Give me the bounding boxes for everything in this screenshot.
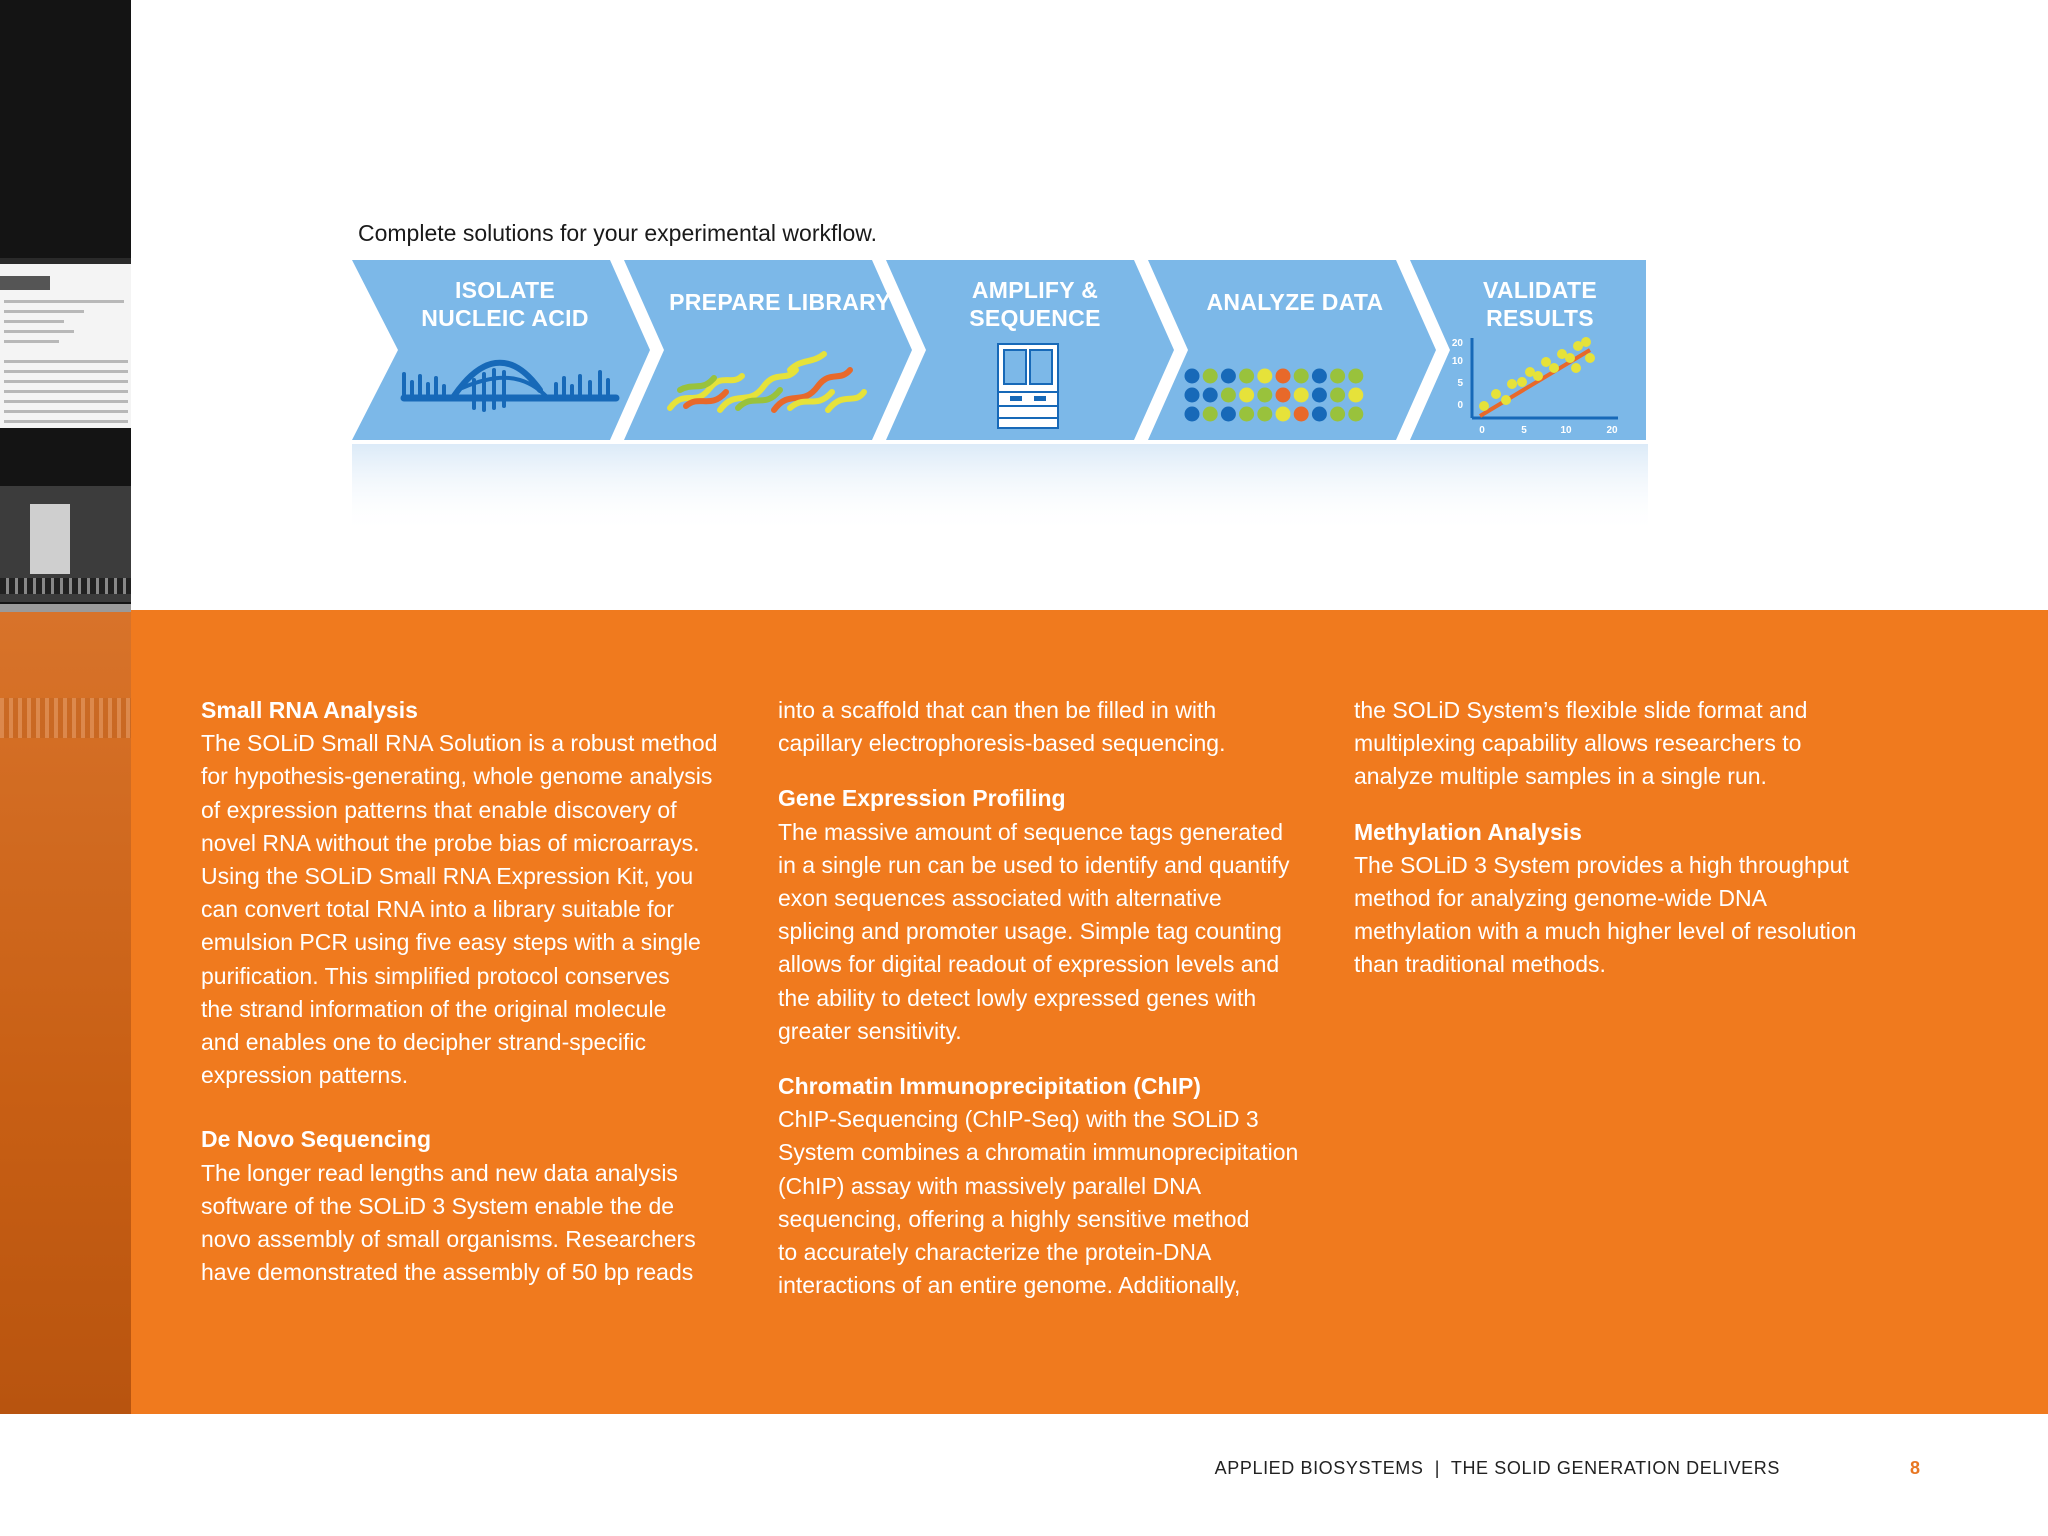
section-gene-expression xyxy=(778,782,1338,1048)
text-line: novel RNA without the probe bias of microarrays. xyxy=(201,829,700,856)
mini-y-tick: 10 xyxy=(1451,356,1463,367)
array-dot xyxy=(1348,369,1363,384)
scatter-dot xyxy=(1479,401,1489,411)
array-dot xyxy=(1221,369,1236,384)
text-line: exon sequences associated with alternative xyxy=(778,885,1222,912)
array-dot xyxy=(1330,407,1345,422)
mini-y-tick: 0 xyxy=(1457,400,1463,411)
array-dot xyxy=(1276,407,1291,422)
workflow-caption: Complete solutions for your experimental workflow. xyxy=(358,220,878,246)
array-dot xyxy=(1203,369,1218,384)
text-line: Using the SOLiD Small RNA Expression Kit, you xyxy=(201,863,694,890)
mini-y-tick: 20 xyxy=(1451,338,1463,349)
workflow-diagram xyxy=(350,258,1650,548)
heading-chip: Chromatin Immunoprecipitation (ChIP) xyxy=(778,1073,1201,1100)
section-continuation-middle xyxy=(778,694,1338,760)
array-dot xyxy=(1257,369,1272,384)
body-gene-expression xyxy=(778,816,1338,1048)
workflow-reflection xyxy=(352,444,1648,534)
mini-x-tick: 10 xyxy=(1560,425,1572,436)
array-dot xyxy=(1239,369,1254,384)
text-line: of expression patterns that enable discovery of xyxy=(201,796,677,823)
footer-brand-text: APPLIED BIOSYSTEMS | THE SOLID GENERATION DELIVERS xyxy=(1214,1458,1780,1478)
text-line: interactions of an entire genome. Additionally, xyxy=(778,1272,1241,1299)
text-line: can convert total RNA into a library suitable for xyxy=(201,896,675,923)
text-line: System combines a chromatin immunoprecipitation xyxy=(778,1139,1299,1166)
text-line: splicing and promoter usage. Simple tag counting xyxy=(778,918,1282,945)
array-dot xyxy=(1257,407,1272,422)
text-line: sequencing, offering a highly sensitive method xyxy=(778,1205,1250,1232)
text-line: purification. This simplified protocol conserves xyxy=(201,962,670,989)
array-dot xyxy=(1294,388,1309,403)
body-small-rna xyxy=(201,727,761,1092)
heading-small-rna: Small RNA Analysis xyxy=(201,697,418,723)
array-dot xyxy=(1294,369,1309,384)
step-title-isolate: ISOLATE NUCLEIC ACID xyxy=(421,277,589,331)
column-middle xyxy=(778,694,1338,1302)
array-dot xyxy=(1203,407,1218,422)
text-line: expression patterns. xyxy=(201,1062,409,1089)
array-dot xyxy=(1330,369,1345,384)
text-line: in a single run can be used to identify and quantify xyxy=(778,851,1290,878)
array-dot xyxy=(1257,388,1272,403)
column-right xyxy=(1354,694,1914,982)
array-dot xyxy=(1239,388,1254,403)
text-line: allows for digital readout of expression levels and xyxy=(778,951,1280,978)
text-line: method for analyzing genome-wide DNA xyxy=(1354,885,1767,912)
text-line: novo assembly of small organisms. Researchers xyxy=(201,1226,696,1253)
text-line: capillary electrophoresis-based sequencing. xyxy=(778,730,1226,757)
text-line: (ChIP) assay with massively parallel DNA xyxy=(778,1172,1202,1199)
body-continuation-middle xyxy=(778,694,1338,760)
array-dot xyxy=(1276,369,1291,384)
scatter-dot xyxy=(1565,353,1575,363)
text-line: have demonstrated the assembly of 50 bp reads xyxy=(201,1259,694,1286)
scatter-dot xyxy=(1517,377,1527,387)
array-dot xyxy=(1312,369,1327,384)
text-line: and enables one to decipher strand-specific xyxy=(201,1029,646,1056)
array-dot xyxy=(1330,388,1345,403)
heading-de-novo: De Novo Sequencing xyxy=(201,1126,432,1153)
array-dot xyxy=(1185,407,1200,422)
text-line: The SOLiD 3 System provides a high throughput xyxy=(1354,851,1849,878)
mini-y-tick: 5 xyxy=(1457,378,1463,389)
section-continuation-right xyxy=(1354,694,1914,794)
scatter-dot xyxy=(1507,379,1517,389)
page-footer xyxy=(0,1458,2048,1488)
array-dot xyxy=(1185,388,1200,403)
content-panel xyxy=(131,610,2048,1414)
array-dot xyxy=(1348,388,1363,403)
array-dot xyxy=(1294,407,1309,422)
scatter-dot xyxy=(1549,363,1559,373)
mini-x-tick: 20 xyxy=(1606,425,1618,436)
page-number: 8 xyxy=(1910,1458,1921,1478)
text-line: emulsion PCR using five easy steps with a single xyxy=(201,929,701,956)
scatter-dot xyxy=(1541,357,1551,367)
array-dot xyxy=(1348,407,1363,422)
scatter-dot xyxy=(1585,353,1595,363)
array-dot xyxy=(1312,388,1327,403)
body-continuation-right xyxy=(1354,694,1914,794)
text-line: the ability to detect lowly expressed genes with xyxy=(778,984,1257,1011)
monitor-screenshot-image xyxy=(0,258,131,428)
section-methylation xyxy=(1354,816,1914,982)
text-line: greater sensitivity. xyxy=(778,1017,962,1044)
heading-methylation: Methylation Analysis xyxy=(1354,818,1582,845)
column-left xyxy=(201,694,761,1289)
section-de-novo xyxy=(201,1123,761,1289)
text-line: to accurately characterize the protein-DNA xyxy=(778,1239,1212,1266)
text-line: The massive amount of sequence tags generated xyxy=(778,818,1284,845)
text-line: methylation with a much higher level of resolution xyxy=(1354,918,1857,945)
body-methylation xyxy=(1354,849,1914,982)
text-line: the SOLiD System’s flexible slide format and xyxy=(1354,697,1808,723)
text-line: than traditional methods. xyxy=(1354,951,1606,978)
mini-x-tick: 0 xyxy=(1479,425,1485,436)
step-title-prepare: PREPARE LIBRARY xyxy=(669,289,891,315)
text-line: analyze multiple samples in a single run. xyxy=(1354,763,1767,790)
instrument-photo xyxy=(0,486,131,602)
text-line: The longer read lengths and new data analysis xyxy=(201,1159,678,1186)
section-chip xyxy=(778,1070,1338,1302)
array-dot xyxy=(1221,388,1236,403)
step-title-analyze: ANALYZE DATA xyxy=(1206,289,1384,315)
scatter-dot xyxy=(1501,395,1511,405)
array-dot xyxy=(1221,407,1236,422)
section-small-rna xyxy=(201,694,761,1092)
text-line: multiplexing capability allows researchers to xyxy=(1354,730,1802,757)
text-line: into a scaffold that can then be filled in with xyxy=(778,697,1217,723)
text-line: ChIP-Sequencing (ChIP-Seq) with the SOLiD 3 xyxy=(778,1106,1259,1133)
text-line: software of the SOLiD 3 System enable the de xyxy=(201,1192,675,1219)
scatter-dot xyxy=(1581,337,1591,347)
array-dot xyxy=(1312,407,1327,422)
scatter-dot xyxy=(1571,363,1581,373)
left-photo-strip xyxy=(0,0,131,1414)
text-line: the strand information of the original molecule xyxy=(201,995,667,1022)
scatter-dot xyxy=(1533,371,1543,381)
sequencer-instrument-icon xyxy=(998,344,1058,428)
scatter-dot xyxy=(1491,389,1501,399)
array-dot xyxy=(1239,407,1254,422)
heading-gene-expression: Gene Expression Profiling xyxy=(778,785,1066,812)
text-line: for hypothesis-generating, whole genome analysis xyxy=(201,763,713,790)
array-dot xyxy=(1185,369,1200,384)
text-line: The SOLiD Small RNA Solution is a robust method xyxy=(201,730,718,757)
step-title-amplify: AMPLIFY & SEQUENCE xyxy=(969,277,1101,331)
array-dot xyxy=(1203,388,1218,403)
step-title-validate: VALIDATE RESULTS xyxy=(1483,277,1597,331)
mini-x-tick: 5 xyxy=(1521,425,1527,436)
orange-strip-photo xyxy=(0,612,131,1414)
body-de-novo xyxy=(201,1157,761,1290)
step-arrow-2 xyxy=(624,260,912,440)
body-chip xyxy=(778,1103,1338,1302)
array-dot xyxy=(1276,388,1291,403)
